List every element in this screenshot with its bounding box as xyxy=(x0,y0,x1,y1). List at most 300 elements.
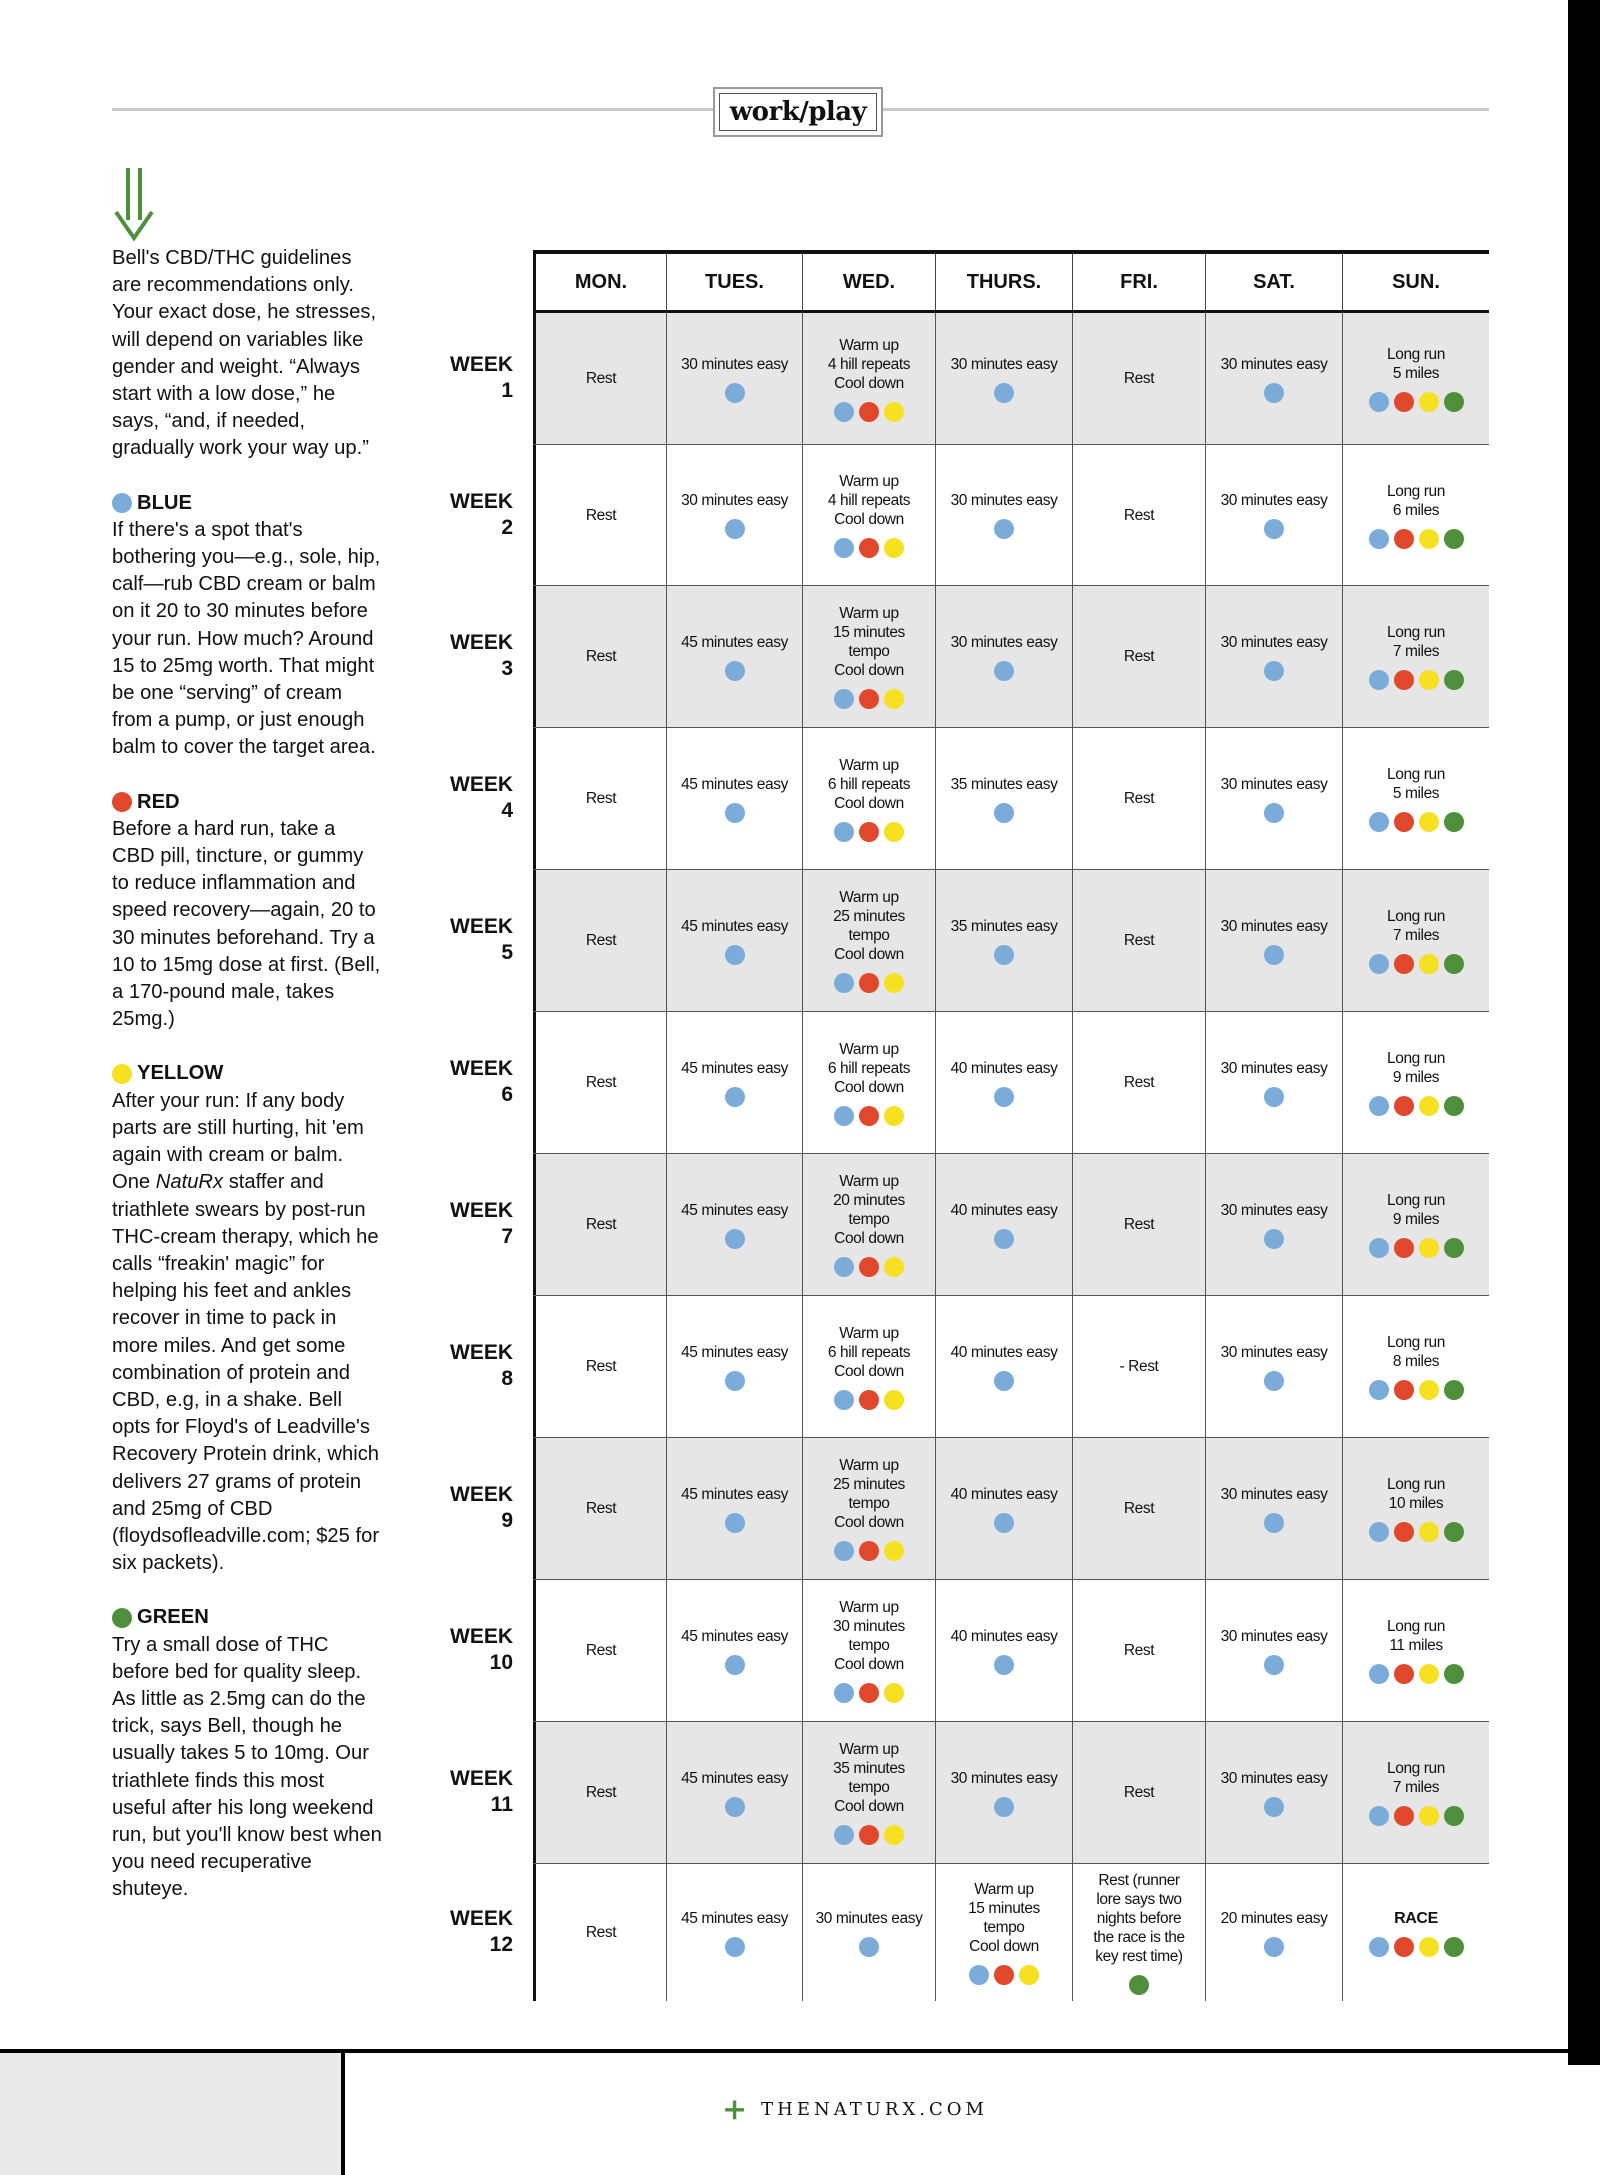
green-dot-icon xyxy=(1444,1522,1464,1542)
day-cell xyxy=(802,870,935,1011)
day-cell xyxy=(1072,1722,1205,1863)
day-cell xyxy=(533,1864,666,2001)
red-dot-icon xyxy=(1394,1937,1414,1957)
yellow-dot-icon xyxy=(1419,1522,1439,1542)
workout-line: Cool down xyxy=(834,1230,904,1247)
week-row xyxy=(533,445,1489,586)
red-dot-icon xyxy=(1394,1380,1414,1400)
day-cell xyxy=(1205,870,1342,1011)
page-edge-bar xyxy=(1568,0,1600,2065)
day-cell xyxy=(533,1154,666,1295)
blue-dot-icon xyxy=(725,945,745,965)
week-label-text: WEEK xyxy=(450,773,513,796)
dose-dots xyxy=(1264,1797,1284,1817)
blue-dot-icon xyxy=(994,945,1014,965)
workout-line: 9 miles xyxy=(1392,1211,1440,1228)
workout-line: 30 minutes easy xyxy=(950,633,1058,651)
day-header: TUES. xyxy=(666,254,802,310)
blue-dot-icon xyxy=(834,1683,854,1703)
legend-red-text: Before a hard run, take a CBD pill, tincture, or gummy to reduce inflammation and speed recovery—again, 20 to 30 minutes beforehand. Try a 10 to 15mg dose at first. (Bell, a 170-pound male, takes 25mg.) xyxy=(112,817,381,1031)
workout-line: 30 minutes easy xyxy=(1220,1769,1328,1787)
workout-line: 30 minutes xyxy=(833,1618,905,1635)
blue-dot-icon xyxy=(1264,1229,1284,1249)
day-cell xyxy=(802,445,935,585)
red-dot-icon xyxy=(859,538,879,558)
legend-blue-text: If there's a spot that's bothering you—e.g., sole, hip, calf—rub CBD cream or balm on it 20 to 30 minutes before your run. How much? Around 15 to 25mg worth. That might be one “serving” of cream from a pump, or just enough balm to cover the target area. xyxy=(112,518,381,759)
day-header: SUN. xyxy=(1342,254,1489,310)
workout-line: Cool down xyxy=(834,1656,904,1673)
workout-line: Cool down xyxy=(969,1938,1039,1955)
workout-line: 30 minutes easy xyxy=(815,1909,923,1927)
blue-dot-icon xyxy=(1369,812,1389,832)
workout-line: Rest xyxy=(585,790,617,807)
blue-dot-icon xyxy=(859,1937,879,1957)
workout-line: Rest xyxy=(1123,1216,1155,1233)
day-cell xyxy=(802,1012,935,1153)
section-tag-label: work/play xyxy=(719,93,877,131)
dose-dots xyxy=(1369,1522,1464,1542)
week-row xyxy=(533,1438,1489,1580)
workout-line: tempo xyxy=(848,1779,890,1796)
workout-line: tempo xyxy=(848,1211,890,1228)
blue-dot-icon xyxy=(834,1106,854,1126)
workout-line: 40 minutes easy xyxy=(950,1627,1058,1645)
blue-dot-icon xyxy=(1369,954,1389,974)
workout-line: Warm up xyxy=(839,1040,899,1058)
workout-line: Cool down xyxy=(834,374,904,392)
workout-line: the race is the xyxy=(1093,1928,1185,1946)
workout-line: 30 minutes easy xyxy=(950,492,1058,509)
workout-line: Cool down xyxy=(834,1078,904,1096)
footer-brand-text: THENATURX.COM xyxy=(761,2099,988,2120)
dose-dots xyxy=(1369,1664,1464,1684)
workout-line: Long run xyxy=(1387,1050,1445,1067)
dose-dots xyxy=(1369,812,1464,832)
day-cell xyxy=(1205,1580,1342,1721)
blue-dot-icon xyxy=(725,1229,745,1249)
green-dot-icon xyxy=(1129,1975,1149,1995)
workout-line: Cool down xyxy=(834,1514,904,1531)
dose-dots xyxy=(834,689,904,709)
red-dot-icon xyxy=(1394,1806,1414,1826)
week-row xyxy=(533,728,1489,870)
red-dot-icon xyxy=(1394,1664,1414,1684)
week-row xyxy=(533,1296,1489,1438)
week-number: 5 xyxy=(501,941,513,964)
workout-line: Rest xyxy=(585,506,617,524)
blue-dot-icon xyxy=(994,1371,1014,1391)
workout-line: 30 minutes easy xyxy=(1220,917,1328,935)
dose-dots xyxy=(834,1683,904,1703)
legend-yellow-text-italic: NatuRx xyxy=(155,1171,224,1194)
red-dot-icon xyxy=(859,1257,879,1277)
workout-line: Cool down xyxy=(834,794,904,812)
day-cell xyxy=(935,1864,1072,2001)
workout-line: 30 minutes easy xyxy=(950,355,1058,373)
week-number: 1 xyxy=(501,379,513,402)
day-header: WED. xyxy=(802,254,935,310)
day-cell xyxy=(1072,728,1205,869)
week-label-text: WEEK xyxy=(450,353,513,376)
workout-line: 5 miles xyxy=(1392,785,1440,802)
red-dot-icon xyxy=(994,1965,1014,1985)
workout-line: key rest time) xyxy=(1095,1947,1183,1965)
green-dot-icon xyxy=(1444,1096,1464,1116)
red-dot-icon xyxy=(859,973,879,993)
day-cell xyxy=(533,445,666,585)
workout-line: 45 minutes easy xyxy=(681,633,788,651)
day-cell xyxy=(1205,1438,1342,1579)
dose-dots xyxy=(994,1229,1014,1249)
week-label xyxy=(430,630,513,682)
dose-dots xyxy=(994,1513,1014,1533)
workout-line: Rest xyxy=(1123,370,1155,387)
day-cell xyxy=(935,728,1072,869)
week-label xyxy=(430,1624,513,1676)
day-cell xyxy=(1205,313,1342,444)
red-dot-icon xyxy=(1394,954,1414,974)
week-row xyxy=(533,1722,1489,1864)
blue-dot-icon xyxy=(834,1390,854,1410)
day-cell xyxy=(533,586,666,727)
dose-dots xyxy=(1264,1513,1284,1533)
day-cell xyxy=(802,1864,935,2001)
day-cell xyxy=(935,870,1072,1011)
dose-dots xyxy=(725,1655,745,1675)
dose-dots xyxy=(725,1229,745,1249)
legend-yellow xyxy=(112,1060,382,1087)
week-label-text: WEEK xyxy=(450,1625,513,1648)
workout-line: 45 minutes easy xyxy=(681,917,788,935)
workout-line: 15 minutes xyxy=(833,624,905,641)
week-number: 8 xyxy=(501,1367,513,1390)
workout-line: 45 minutes easy xyxy=(681,1909,788,1927)
blue-dot-icon xyxy=(725,1937,745,1957)
day-cell xyxy=(935,1296,1072,1437)
day-cell xyxy=(935,1580,1072,1721)
week-number: 10 xyxy=(489,1651,513,1674)
blue-dot-icon xyxy=(1264,661,1284,681)
week-label-text: WEEK xyxy=(450,1199,513,1222)
blue-dot-icon xyxy=(1264,1937,1284,1957)
yellow-dot-icon xyxy=(884,402,904,422)
workout-line: Long run xyxy=(1387,1760,1445,1777)
week-label-text: WEEK xyxy=(450,1483,513,1506)
workout-line: 35 minutes xyxy=(833,1760,905,1777)
workout-line: Rest xyxy=(585,1924,617,1941)
dose-dots xyxy=(994,1371,1014,1391)
workout-line: lore says two xyxy=(1096,1890,1182,1908)
workout-line: Rest xyxy=(585,1074,617,1091)
green-dot-icon xyxy=(1444,1937,1464,1957)
workout-line: Warm up xyxy=(839,336,899,354)
workout-line: Warm up xyxy=(839,1324,899,1342)
workout-line: 4 hill repeats xyxy=(827,355,911,373)
blue-dot-icon xyxy=(994,661,1014,681)
footer-box xyxy=(0,2053,343,2175)
legend-yellow-text-a: After your run: If any body parts are still hurting, hit 'em again with cream or balm. One xyxy=(112,1089,364,1194)
red-dot-icon xyxy=(859,689,879,709)
dose-dots xyxy=(725,1937,745,1957)
week-number: 4 xyxy=(501,799,513,822)
dose-dots xyxy=(834,402,904,422)
dose-dots xyxy=(1264,803,1284,823)
blue-dot-icon xyxy=(994,1087,1014,1107)
week-row xyxy=(533,1580,1489,1722)
blue-dot-icon xyxy=(994,519,1014,539)
workout-line: 6 hill repeats xyxy=(827,1059,911,1077)
yellow-dot-icon xyxy=(1419,812,1439,832)
workout-line: 11 miles xyxy=(1389,1637,1443,1654)
dose-dots xyxy=(994,945,1014,965)
workout-line: 7 miles xyxy=(1392,1779,1440,1796)
red-dot-icon xyxy=(1394,1238,1414,1258)
day-cell xyxy=(666,1722,802,1863)
day-cell xyxy=(1205,1722,1342,1863)
day-cell xyxy=(1072,1864,1205,2001)
blue-dot-icon xyxy=(725,1513,745,1533)
day-cell xyxy=(1072,1438,1205,1579)
blue-dot-icon xyxy=(1264,1655,1284,1675)
red-dot-icon xyxy=(112,792,132,812)
dose-dots xyxy=(1264,661,1284,681)
blue-dot-icon xyxy=(1264,1797,1284,1817)
dose-dots xyxy=(1369,529,1464,549)
dose-dots xyxy=(1369,1937,1464,1957)
blue-dot-icon xyxy=(1264,519,1284,539)
workout-line: Rest xyxy=(585,1500,617,1517)
yellow-dot-icon xyxy=(884,973,904,993)
dose-dots xyxy=(725,1513,745,1533)
workout-line: 25 minutes xyxy=(833,1476,905,1493)
red-dot-icon xyxy=(859,402,879,422)
yellow-dot-icon xyxy=(1419,1664,1439,1684)
blue-dot-icon xyxy=(994,1229,1014,1249)
blue-dot-icon xyxy=(1369,1096,1389,1116)
dose-dots xyxy=(994,803,1014,823)
workout-line: 6 miles xyxy=(1392,501,1440,519)
workout-line: tempo xyxy=(983,1919,1025,1936)
day-cell xyxy=(533,1012,666,1153)
day-cell xyxy=(935,1722,1072,1863)
week-number: 3 xyxy=(501,657,513,680)
blue-dot-icon xyxy=(725,803,745,823)
day-cell xyxy=(666,870,802,1011)
workout-line: 20 minutes easy xyxy=(1220,1909,1328,1927)
blue-dot-icon xyxy=(725,1797,745,1817)
sidebar-intro: Bell's CBD/THC guidelines are recommendations only. Your exact dose, he stresses, will depend on variables like gender and weight. “Always start with a low dose,” he says, “and, if needed, gradually work your way up.” xyxy=(112,247,377,460)
workout-line: Cool down xyxy=(834,662,904,679)
blue-dot-icon xyxy=(1264,383,1284,403)
day-cell xyxy=(1205,1296,1342,1437)
yellow-dot-icon xyxy=(884,689,904,709)
workout-line: 8 miles xyxy=(1392,1353,1440,1370)
week-label-text: WEEK xyxy=(450,1767,513,1790)
day-cell xyxy=(935,1012,1072,1153)
blue-dot-icon xyxy=(725,1087,745,1107)
week-label xyxy=(430,1340,513,1392)
day-cell xyxy=(1342,1438,1489,1579)
workout-line: Long run xyxy=(1387,624,1445,641)
blue-dot-icon xyxy=(994,1797,1014,1817)
workout-line: 30 minutes easy xyxy=(1220,633,1328,651)
day-cell xyxy=(666,1012,802,1153)
week-row xyxy=(533,313,1489,445)
blue-dot-icon xyxy=(1369,1238,1389,1258)
day-cell xyxy=(666,1580,802,1721)
day-cell xyxy=(802,1580,935,1721)
workout-line: Cool down xyxy=(834,1362,904,1380)
blue-dot-icon xyxy=(834,1541,854,1561)
dose-dots xyxy=(1264,1937,1284,1957)
yellow-dot-icon xyxy=(1419,392,1439,412)
yellow-dot-icon xyxy=(1419,670,1439,690)
dose-dots xyxy=(834,1825,904,1845)
yellow-dot-icon xyxy=(1419,529,1439,549)
green-dot-icon xyxy=(1444,812,1464,832)
schedule-body xyxy=(533,313,1489,2001)
workout-line: tempo xyxy=(848,1637,890,1654)
workout-line: 45 minutes easy xyxy=(681,1201,788,1219)
dose-dots xyxy=(834,1106,904,1126)
dose-dots xyxy=(834,1390,904,1410)
day-cell xyxy=(533,1580,666,1721)
day-cell xyxy=(1342,728,1489,869)
yellow-dot-icon xyxy=(1419,1238,1439,1258)
workout-line: tempo xyxy=(848,927,890,944)
workout-line: 35 minutes easy xyxy=(950,917,1058,935)
week-label xyxy=(430,352,513,404)
red-dot-icon xyxy=(859,822,879,842)
workout-line: 45 minutes easy xyxy=(681,1343,788,1361)
workout-line: 9 miles xyxy=(1392,1069,1440,1086)
blue-dot-icon xyxy=(112,493,132,513)
dose-dots xyxy=(1369,670,1464,690)
workout-line: tempo xyxy=(848,1495,890,1512)
legend-yellow-text-b: staffer and triathlete swears by post-run THC-cream therapy, which he calls “freakin' magic” for helping his feet and ankles recover in time to pack in more miles. And get some combination of protein and CBD, e.g, in a shake. Bell opts for Floyd's of Leadville's Recovery Protein drink, which delivers 27 grams of protein and 25mg of CBD (floydsofleadville.com; $25 for six packets). xyxy=(112,1171,380,1575)
blue-dot-icon xyxy=(725,383,745,403)
dose-dots xyxy=(1369,392,1464,412)
workout-line: 40 minutes easy xyxy=(950,1201,1058,1219)
green-dot-icon xyxy=(1444,1806,1464,1826)
day-cell xyxy=(802,313,935,444)
day-cell xyxy=(1072,586,1205,727)
legend-red-label: RED xyxy=(137,790,180,813)
workout-line: 30 minutes easy xyxy=(1220,1485,1328,1503)
dose-dots xyxy=(725,661,745,681)
workout-line: Warm up xyxy=(974,1881,1034,1898)
blue-dot-icon xyxy=(1264,1371,1284,1391)
blue-dot-icon xyxy=(1369,529,1389,549)
day-cell xyxy=(533,728,666,869)
dose-dots xyxy=(994,1087,1014,1107)
dose-dots xyxy=(1264,519,1284,539)
dose-dots xyxy=(1369,1096,1464,1116)
day-cell xyxy=(1342,586,1489,727)
workout-line: 40 minutes easy xyxy=(950,1059,1058,1077)
day-cell xyxy=(533,1438,666,1579)
day-cell xyxy=(1072,1012,1205,1153)
day-cell xyxy=(533,313,666,444)
workout-line: - Rest xyxy=(1119,1358,1159,1375)
day-cell xyxy=(1342,870,1489,1011)
workout-line: 30 minutes easy xyxy=(681,492,788,509)
workout-line: Warm up xyxy=(839,473,899,490)
workout-line: 4 hill repeats xyxy=(827,492,911,509)
workout-line: 45 minutes easy xyxy=(681,1485,788,1503)
dose-dots xyxy=(725,803,745,823)
workout-line: Rest xyxy=(585,1216,617,1233)
day-cell xyxy=(1205,586,1342,727)
dose-dots xyxy=(994,1797,1014,1817)
day-header: FRI. xyxy=(1072,254,1205,310)
week-label xyxy=(430,1766,513,1818)
dose-dots xyxy=(834,1541,904,1561)
day-cell xyxy=(666,1864,802,2001)
week-number: 7 xyxy=(501,1225,513,1248)
workout-line: Rest xyxy=(1123,932,1155,949)
week-label-text: WEEK xyxy=(450,915,513,938)
dose-dots xyxy=(994,519,1014,539)
workout-line: Rest xyxy=(1123,1500,1155,1517)
workout-line: Warm up xyxy=(839,1457,899,1474)
red-dot-icon xyxy=(1394,670,1414,690)
day-cell xyxy=(802,1438,935,1579)
dose-dots xyxy=(1264,1087,1284,1107)
day-cell xyxy=(1205,1012,1342,1153)
workout-line: Rest xyxy=(1123,506,1155,524)
dose-dots xyxy=(725,1087,745,1107)
day-cell xyxy=(1342,313,1489,444)
dose-dots xyxy=(1369,1806,1464,1826)
red-dot-icon xyxy=(1394,529,1414,549)
yellow-dot-icon xyxy=(1419,954,1439,974)
blue-dot-icon xyxy=(725,1371,745,1391)
workout-line: 30 minutes easy xyxy=(1220,1627,1328,1645)
dose-dots xyxy=(994,1655,1014,1675)
workout-line: Warm up xyxy=(839,756,899,774)
workout-line: 45 minutes easy xyxy=(681,775,788,793)
workout-line: 45 minutes easy xyxy=(681,1059,788,1077)
week-label-text: WEEK xyxy=(450,489,513,513)
blue-dot-icon xyxy=(725,1655,745,1675)
dosing-sidebar xyxy=(112,245,382,1931)
blue-dot-icon xyxy=(994,1513,1014,1533)
day-header-row xyxy=(533,254,1489,313)
day-cell xyxy=(1072,1154,1205,1295)
workout-line: Long run xyxy=(1387,346,1445,363)
blue-dot-icon xyxy=(834,402,854,422)
blue-dot-icon xyxy=(1369,1664,1389,1684)
workout-line: 30 minutes easy xyxy=(1220,775,1328,793)
blue-dot-icon xyxy=(725,661,745,681)
red-dot-icon xyxy=(1394,392,1414,412)
blue-dot-icon xyxy=(1369,1806,1389,1826)
yellow-dot-icon xyxy=(1419,1096,1439,1116)
dose-dots xyxy=(1264,1371,1284,1391)
dose-dots xyxy=(994,383,1014,403)
dose-dots xyxy=(1264,383,1284,403)
workout-line: Long run xyxy=(1387,766,1445,783)
day-cell xyxy=(802,1154,935,1295)
legend-blue xyxy=(112,490,382,517)
day-cell xyxy=(802,728,935,869)
day-cell xyxy=(935,586,1072,727)
day-cell xyxy=(533,870,666,1011)
blue-dot-icon xyxy=(1264,945,1284,965)
week-label xyxy=(430,1198,513,1250)
legend-red xyxy=(112,789,382,816)
